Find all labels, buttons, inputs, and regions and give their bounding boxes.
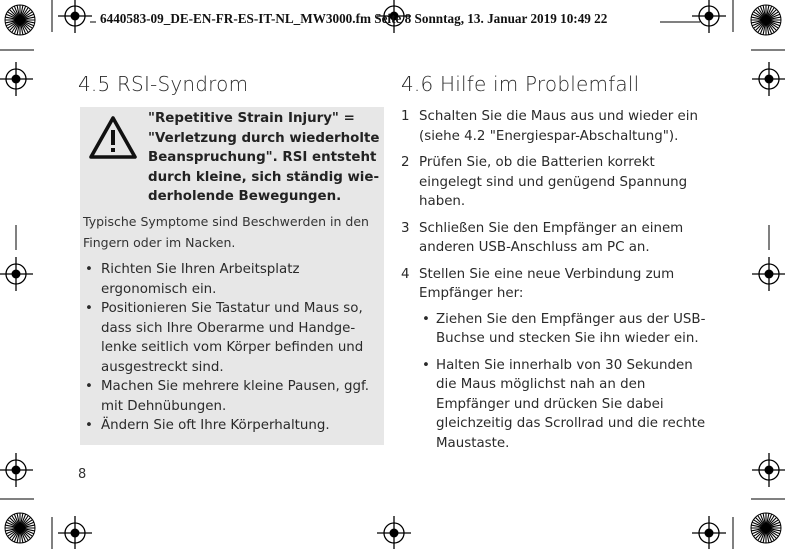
substep-text: Halten Sie innerhalb von 30 Sekunden die Maus möglichst nah an den Empfänger und drücken Sie dabei gleichzeitig das Scrollrad und die rechte Maustaste. [436,357,706,451]
list-item-text: Machen Sie mehrere kleine Pausen, ggf. mit Dehnübungen. [101,379,370,414]
step-item [401,107,711,146]
substep-item [419,356,711,454]
bullet-icon: • [422,357,430,373]
list-item-text: Richten Sie Ihren Arbeitsplatz ergonomisch ein. [101,262,300,297]
section-title-help: 4.6 Hilfe im Problemfall [401,72,640,96]
warning-triangle-icon [88,115,138,161]
help-steps-list [401,107,711,460]
substep-item [419,310,711,349]
step-item [401,219,711,258]
rsi-warning-text: "Repetitive Strain Injury" = "Verletzung durch wiederholte Beanspruchung". RSI entsteht durch kleine, sich ständig wie-derholende Bewegungen. [148,111,380,204]
bullet-icon: • [85,418,93,433]
step-number: 3 [401,220,410,236]
list-item-text: Ändern Sie oft Ihre Körperhaltung. [101,418,330,433]
substeps-list [419,310,711,454]
bullet-icon: • [85,301,93,316]
step-text: Prüfen Sie, ob die Batterien korrekt eingelegt sind und genügend Spannung haben. [419,155,688,209]
step-text: Stellen Sie eine neue Verbindung zum Empfänger her: [419,266,675,301]
step-number: 2 [401,155,410,170]
bullet-icon: • [85,262,93,277]
bullet-icon: • [85,379,93,394]
bullet-icon: • [422,311,430,327]
list-item [84,260,378,299]
list-item-text: Positionieren Sie Tastatur und Maus so, dass sich Ihre Oberarme und Handge-lenke seitlich vom Körper befinden und ausgestreckt sind. [101,301,364,375]
print-header-info: 6440583-09_DE-EN-FR-ES-IT-NL_MW3000.fm Seite 8 Sonntag, 13. Januar 2019 10:49 22 [100,11,608,26]
rsi-tips-list [84,260,378,436]
step-item [401,265,711,454]
step-text: Schließen Sie den Empfänger an einem anderen USB-Anschluss am PC an. [419,220,684,255]
substep-text: Ziehen Sie den Empfänger aus der USB-Buchse und stecken Sie ihn wieder ein. [436,311,706,346]
list-item [84,377,378,416]
step-number: 1 [401,109,410,124]
step-item [401,153,711,212]
page-number: 8 [78,467,87,482]
rsi-info-box [80,107,384,445]
list-item [84,416,378,436]
rsi-intro-text: Typische Symptome sind Beschwerden in den Fingern oder im Nacken. [83,214,369,250]
section-title-rsi: 4.5 RSI-Syndrom [78,72,249,96]
step-number: 4 [401,266,410,282]
step-text: Schalten Sie die Maus aus und wieder ein (siehe 4.2 "Energiespar-Abschaltung"). [419,109,698,144]
list-item [84,299,378,377]
